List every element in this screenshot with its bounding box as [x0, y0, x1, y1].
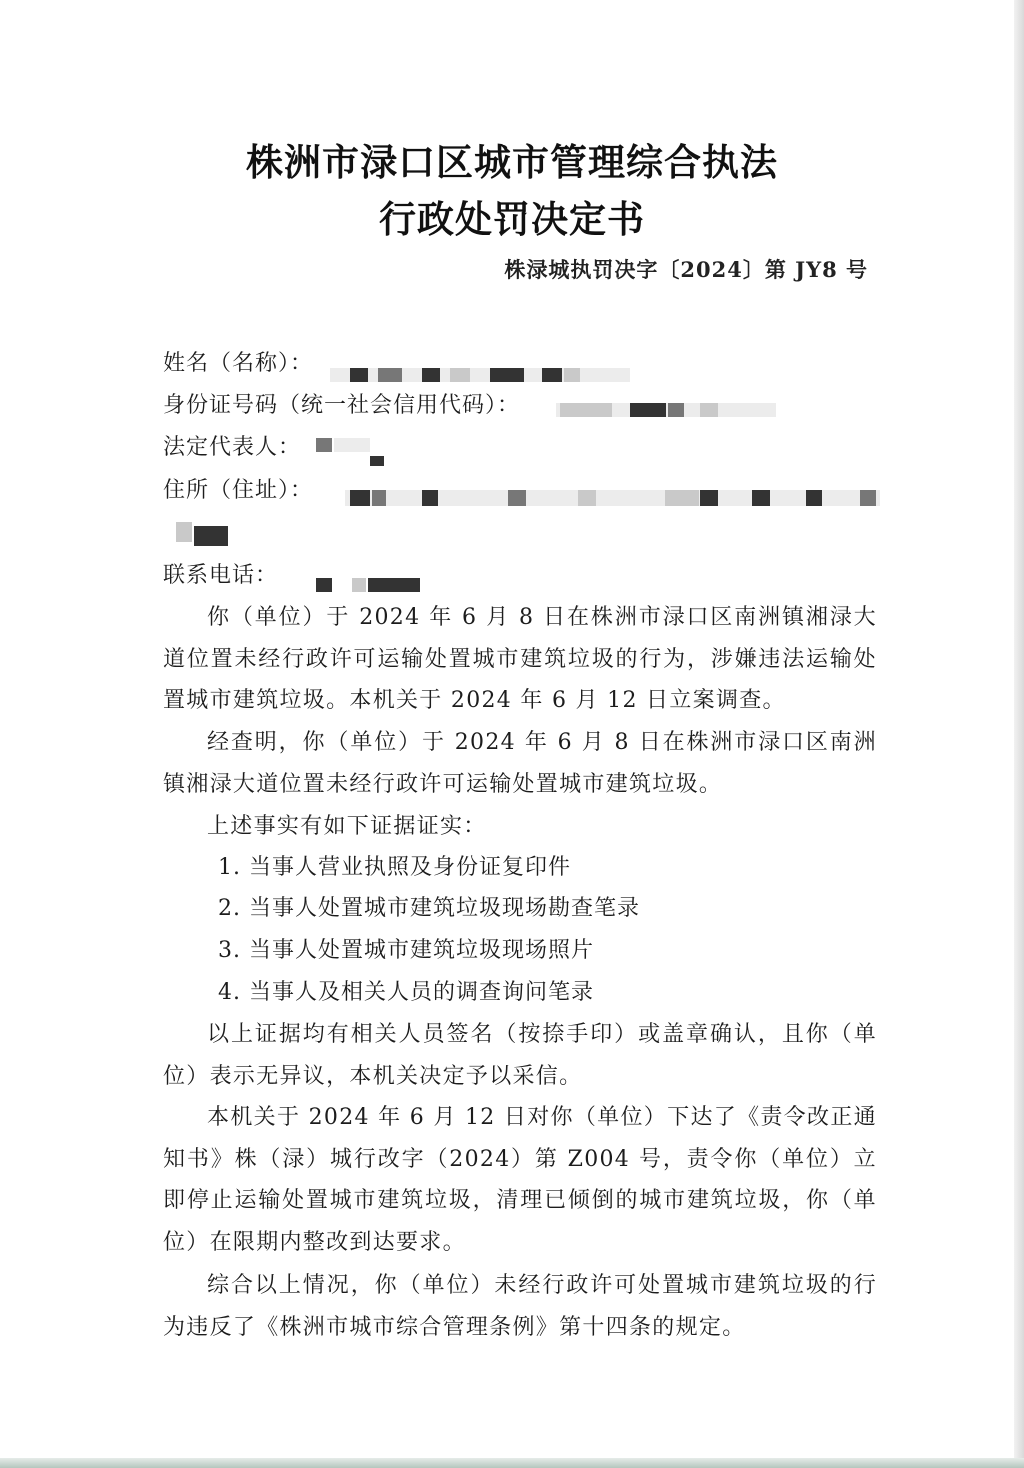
paragraph-rectification-notice: 本机关于 2024 年 6 月 12 日对你（单位）下达了《责令改正通知书》株（渌）城行改字（2024）第 Z004 号，责令你（单位）立即停止运输处置城市建筑垃圾，清理已倾倒的城市建筑垃圾，你（单位）在限期内整改到达要求。 [163, 1105, 877, 1256]
paragraph-incident: 你（单位）于 2024 年 6 月 8 日在株洲市渌口区南洲镇湘渌大道位置未经行政许可运输处置城市建筑垃圾的行为，涉嫌违法运输处置城市建筑垃圾。本机关于 2024 年 6 月 12 日立案调查。 [163, 605, 877, 714]
evidence-item-4: 4. 当事人及相关人员的调查询问笔录 [218, 980, 594, 1005]
address-label: 住所（住址）： [163, 478, 314, 503]
name-label: 姓名（名称）： [163, 351, 314, 376]
phone-label: 联系电话： [163, 563, 279, 588]
paragraph-evidence-acceptance: 以上证据均有相关人员签名（按捺手印）或盖章确认，且你（单位）表示无异议，本机关决定予以采信。 [163, 1022, 877, 1089]
evidence-item-3: 3. 当事人处置城市建筑垃圾现场照片 [218, 938, 594, 963]
evidence-item-2: 2. 当事人处置城市建筑垃圾现场勘查笔录 [218, 896, 640, 921]
paragraph-conclusion: 综合以上情况，你（单位）未经行政许可处置城市建筑垃圾的行为违反了《株洲市城市综合管理条例》第十四条的规定。 [163, 1273, 877, 1340]
paragraph-findings: 经查明，你（单位）于 2024 年 6 月 8 日在株洲市渌口区南洲镇湘渌大道位置未经行政许可运输处置城市建筑垃圾。 [163, 730, 877, 797]
document-title-line1: 株洲市渌口区城市管理综合执法 [246, 141, 778, 184]
evidence-item-1: 1. 当事人营业执照及身份证复印件 [218, 855, 571, 880]
document-number: 株渌城执罚决字〔2024〕第 JY8 号 [504, 257, 868, 282]
document-title-line2: 行政处罚决定书 [379, 198, 645, 241]
legal-rep-label: 法定代表人： [163, 435, 302, 460]
page-edge-shadow [1014, 0, 1024, 1468]
evidence-intro: 上述事实有如下证据证实： [207, 814, 487, 839]
page-bottom-edge [0, 1458, 1024, 1468]
id-number-label: 身份证号码（统一社会信用代码）： [163, 393, 521, 418]
